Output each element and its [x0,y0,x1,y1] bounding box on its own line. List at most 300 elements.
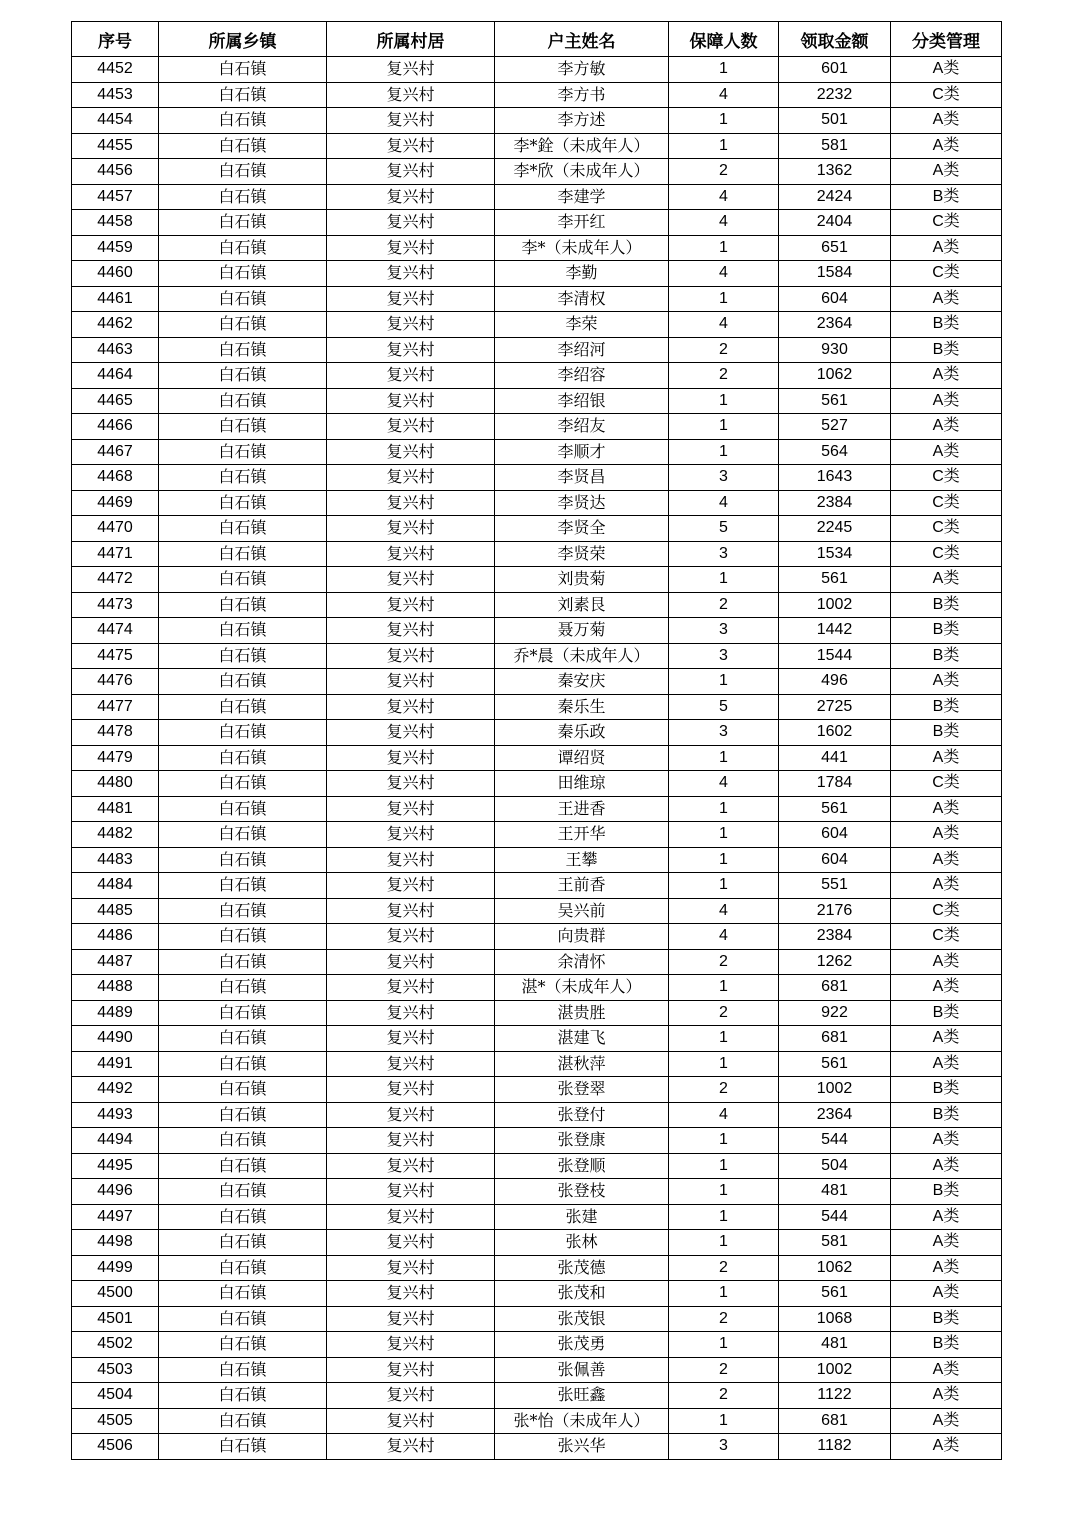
cell-category: C类 [891,261,1002,287]
cell-township: 白石镇 [159,82,327,108]
cell-covered-persons: 1 [669,1128,779,1154]
cell-township: 白石镇 [159,669,327,695]
cell-category: A类 [891,286,1002,312]
cell-amount: 527 [779,414,891,440]
cell-covered-persons: 1 [669,975,779,1001]
cell-amount: 651 [779,235,891,261]
cell-township: 白石镇 [159,1102,327,1128]
cell-village: 复兴村 [327,1306,495,1332]
table-row [72,490,1002,516]
cell-covered-persons: 1 [669,745,779,771]
cell-village: 复兴村 [327,1153,495,1179]
cell-amount: 544 [779,1128,891,1154]
cell-category: B类 [891,592,1002,618]
cell-village: 复兴村 [327,694,495,720]
cell-township: 白石镇 [159,439,327,465]
table-row [72,1077,1002,1103]
table-row [72,618,1002,644]
cell-category: B类 [891,720,1002,746]
cell-householder-name: 李*欣（未成年人） [495,159,669,185]
cell-amount: 564 [779,439,891,465]
cell-covered-persons: 1 [669,1051,779,1077]
cell-category: C类 [891,541,1002,567]
table-row [72,1434,1002,1460]
cell-serial-number: 4503 [72,1357,159,1383]
cell-serial-number: 4460 [72,261,159,287]
table-row [72,159,1002,185]
cell-amount: 1602 [779,720,891,746]
header-village: 所属村居 [327,22,495,57]
cell-serial-number: 4470 [72,516,159,542]
cell-category: A类 [891,108,1002,134]
cell-village: 复兴村 [327,1408,495,1434]
cell-township: 白石镇 [159,159,327,185]
cell-householder-name: 王攀 [495,847,669,873]
table-row [72,388,1002,414]
cell-township: 白石镇 [159,57,327,83]
cell-category: B类 [891,337,1002,363]
cell-householder-name: 刘贵菊 [495,567,669,593]
cell-village: 复兴村 [327,1383,495,1409]
cell-householder-name: 李*銓（未成年人） [495,133,669,159]
cell-category: A类 [891,1153,1002,1179]
cell-householder-name: 田维琼 [495,771,669,797]
cell-householder-name: 李贤达 [495,490,669,516]
cell-category: A类 [891,796,1002,822]
cell-category: B类 [891,694,1002,720]
cell-township: 白石镇 [159,235,327,261]
table-row [72,1153,1002,1179]
cell-covered-persons: 4 [669,312,779,338]
cell-township: 白石镇 [159,465,327,491]
cell-amount: 504 [779,1153,891,1179]
cell-covered-persons: 3 [669,465,779,491]
cell-serial-number: 4497 [72,1204,159,1230]
cell-covered-persons: 2 [669,159,779,185]
cell-amount: 1002 [779,1357,891,1383]
cell-category: C类 [891,82,1002,108]
cell-village: 复兴村 [327,1281,495,1307]
cell-serial-number: 4481 [72,796,159,822]
cell-householder-name: 秦乐政 [495,720,669,746]
cell-village: 复兴村 [327,847,495,873]
cell-township: 白石镇 [159,363,327,389]
cell-householder-name: 李荣 [495,312,669,338]
cell-village: 复兴村 [327,235,495,261]
table-row [72,694,1002,720]
cell-village: 复兴村 [327,643,495,669]
cell-category: B类 [891,1000,1002,1026]
cell-householder-name: 张林 [495,1230,669,1256]
table-row [72,439,1002,465]
cell-village: 复兴村 [327,873,495,899]
cell-covered-persons: 2 [669,363,779,389]
cell-covered-persons: 3 [669,618,779,644]
cell-serial-number: 4454 [72,108,159,134]
cell-amount: 2245 [779,516,891,542]
cell-village: 复兴村 [327,261,495,287]
cell-township: 白石镇 [159,1051,327,1077]
cell-covered-persons: 4 [669,210,779,236]
cell-amount: 681 [779,1026,891,1052]
cell-village: 复兴村 [327,57,495,83]
cell-category: C类 [891,924,1002,950]
cell-category: B类 [891,312,1002,338]
cell-category: A类 [891,1204,1002,1230]
cell-covered-persons: 1 [669,796,779,822]
cell-serial-number: 4457 [72,184,159,210]
cell-amount: 496 [779,669,891,695]
cell-serial-number: 4463 [72,337,159,363]
header-row [72,22,1002,57]
cell-village: 复兴村 [327,388,495,414]
table-row [72,1230,1002,1256]
cell-village: 复兴村 [327,567,495,593]
cell-householder-name: 李顺才 [495,439,669,465]
cell-township: 白石镇 [159,108,327,134]
cell-householder-name: 张佩善 [495,1357,669,1383]
cell-village: 复兴村 [327,1332,495,1358]
cell-category: A类 [891,669,1002,695]
table-row [72,796,1002,822]
cell-householder-name: 张旺鑫 [495,1383,669,1409]
cell-amount: 2384 [779,490,891,516]
cell-serial-number: 4502 [72,1332,159,1358]
cell-amount: 561 [779,1051,891,1077]
cell-covered-persons: 1 [669,133,779,159]
cell-amount: 1068 [779,1306,891,1332]
cell-category: A类 [891,1434,1002,1460]
table-row [72,1051,1002,1077]
table-row [72,286,1002,312]
table-row [72,1281,1002,1307]
cell-amount: 561 [779,567,891,593]
cell-township: 白石镇 [159,261,327,287]
cell-township: 白石镇 [159,873,327,899]
cell-covered-persons: 4 [669,924,779,950]
cell-category: B类 [891,1179,1002,1205]
cell-township: 白石镇 [159,1026,327,1052]
table-row [72,312,1002,338]
table-row [72,898,1002,924]
cell-amount: 930 [779,337,891,363]
cell-township: 白石镇 [159,541,327,567]
cell-serial-number: 4459 [72,235,159,261]
table-row [72,1102,1002,1128]
cell-householder-name: 李方书 [495,82,669,108]
cell-township: 白石镇 [159,1434,327,1460]
cell-householder-name: 李绍银 [495,388,669,414]
table-row [72,1179,1002,1205]
cell-serial-number: 4461 [72,286,159,312]
table-row [72,873,1002,899]
table-row [72,1204,1002,1230]
cell-serial-number: 4496 [72,1179,159,1205]
cell-amount: 581 [779,133,891,159]
cell-township: 白石镇 [159,796,327,822]
cell-householder-name: 秦乐生 [495,694,669,720]
cell-householder-name: 李*（未成年人） [495,235,669,261]
cell-householder-name: 张建 [495,1204,669,1230]
cell-amount: 601 [779,57,891,83]
cell-serial-number: 4452 [72,57,159,83]
cell-covered-persons: 3 [669,541,779,567]
cell-covered-persons: 4 [669,898,779,924]
cell-category: A类 [891,133,1002,159]
table-row [72,363,1002,389]
cell-village: 复兴村 [327,720,495,746]
cell-serial-number: 4505 [72,1408,159,1434]
cell-amount: 604 [779,847,891,873]
cell-householder-name: 刘素艮 [495,592,669,618]
cell-amount: 1442 [779,618,891,644]
cell-covered-persons: 1 [669,1332,779,1358]
cell-township: 白石镇 [159,847,327,873]
cell-covered-persons: 1 [669,1408,779,1434]
cell-category: A类 [891,57,1002,83]
cell-serial-number: 4488 [72,975,159,1001]
table-row [72,720,1002,746]
cell-serial-number: 4455 [72,133,159,159]
table-row [72,1128,1002,1154]
cell-householder-name: 李贤昌 [495,465,669,491]
cell-covered-persons: 1 [669,1179,779,1205]
cell-category: B类 [891,1306,1002,1332]
cell-covered-persons: 1 [669,1153,779,1179]
cell-covered-persons: 1 [669,439,779,465]
cell-township: 白石镇 [159,949,327,975]
cell-township: 白石镇 [159,1383,327,1409]
cell-category: A类 [891,1128,1002,1154]
cell-township: 白石镇 [159,694,327,720]
cell-householder-name: 乔*晨（未成年人） [495,643,669,669]
cell-category: C类 [891,516,1002,542]
cell-covered-persons: 1 [669,286,779,312]
table-row [72,210,1002,236]
cell-township: 白石镇 [159,1128,327,1154]
cell-householder-name: 李方敏 [495,57,669,83]
cell-householder-name: 张茂和 [495,1281,669,1307]
cell-village: 复兴村 [327,1128,495,1154]
table-row [72,847,1002,873]
cell-village: 复兴村 [327,210,495,236]
cell-village: 复兴村 [327,1204,495,1230]
cell-householder-name: 张*怡（未成年人） [495,1408,669,1434]
table-row [72,133,1002,159]
cell-category: A类 [891,847,1002,873]
cell-serial-number: 4493 [72,1102,159,1128]
cell-township: 白石镇 [159,1204,327,1230]
cell-township: 白石镇 [159,286,327,312]
table-row [72,414,1002,440]
cell-village: 复兴村 [327,618,495,644]
cell-serial-number: 4467 [72,439,159,465]
cell-serial-number: 4477 [72,694,159,720]
cell-township: 白石镇 [159,1332,327,1358]
cell-householder-name: 张登翠 [495,1077,669,1103]
cell-village: 复兴村 [327,465,495,491]
cell-amount: 481 [779,1332,891,1358]
cell-covered-persons: 1 [669,822,779,848]
cell-householder-name: 聂万菊 [495,618,669,644]
cell-covered-persons: 1 [669,1204,779,1230]
cell-township: 白石镇 [159,1230,327,1256]
cell-amount: 1002 [779,592,891,618]
cell-category: C类 [891,771,1002,797]
cell-serial-number: 4483 [72,847,159,873]
cell-township: 白石镇 [159,388,327,414]
cell-village: 复兴村 [327,1434,495,1460]
cell-village: 复兴村 [327,108,495,134]
cell-township: 白石镇 [159,1179,327,1205]
cell-village: 复兴村 [327,1255,495,1281]
cell-amount: 1544 [779,643,891,669]
cell-serial-number: 4469 [72,490,159,516]
cell-amount: 2364 [779,1102,891,1128]
table-row [72,567,1002,593]
cell-category: A类 [891,235,1002,261]
cell-serial-number: 4506 [72,1434,159,1460]
cell-serial-number: 4462 [72,312,159,338]
cell-covered-persons: 4 [669,771,779,797]
table-row [72,1000,1002,1026]
cell-village: 复兴村 [327,414,495,440]
cell-township: 白石镇 [159,1000,327,1026]
cell-category: B类 [891,618,1002,644]
cell-covered-persons: 2 [669,1306,779,1332]
cell-covered-persons: 1 [669,873,779,899]
cell-covered-persons: 4 [669,261,779,287]
cell-category: A类 [891,1026,1002,1052]
cell-householder-name: 湛*（未成年人） [495,975,669,1001]
cell-covered-persons: 1 [669,235,779,261]
cell-village: 复兴村 [327,363,495,389]
cell-village: 复兴村 [327,1179,495,1205]
cell-category: B类 [891,184,1002,210]
cell-category: A类 [891,1383,1002,1409]
cell-village: 复兴村 [327,949,495,975]
cell-village: 复兴村 [327,975,495,1001]
cell-category: A类 [891,1408,1002,1434]
cell-category: B类 [891,643,1002,669]
header-amount: 领取金额 [779,22,891,57]
cell-village: 复兴村 [327,337,495,363]
cell-category: A类 [891,873,1002,899]
cell-covered-persons: 1 [669,1230,779,1256]
cell-village: 复兴村 [327,82,495,108]
cell-serial-number: 4494 [72,1128,159,1154]
cell-covered-persons: 3 [669,643,779,669]
cell-serial-number: 4473 [72,592,159,618]
cell-village: 复兴村 [327,592,495,618]
cell-category: A类 [891,1230,1002,1256]
cell-category: A类 [891,1051,1002,1077]
cell-covered-persons: 2 [669,1255,779,1281]
cell-serial-number: 4484 [72,873,159,899]
table-row [72,771,1002,797]
cell-covered-persons: 2 [669,1077,779,1103]
cell-serial-number: 4464 [72,363,159,389]
cell-householder-name: 余清怀 [495,949,669,975]
cell-category: C类 [891,490,1002,516]
cell-township: 白石镇 [159,1281,327,1307]
cell-amount: 561 [779,796,891,822]
table-row [72,822,1002,848]
table-row [72,465,1002,491]
table-row [72,1332,1002,1358]
cell-township: 白石镇 [159,898,327,924]
cell-householder-name: 李绍友 [495,414,669,440]
cell-serial-number: 4486 [72,924,159,950]
cell-serial-number: 4500 [72,1281,159,1307]
header-householder-name: 户主姓名 [495,22,669,57]
cell-village: 复兴村 [327,1051,495,1077]
cell-householder-name: 湛贵胜 [495,1000,669,1026]
cell-householder-name: 李贤全 [495,516,669,542]
cell-category: A类 [891,1255,1002,1281]
cell-village: 复兴村 [327,822,495,848]
cell-category: A类 [891,363,1002,389]
cell-township: 白石镇 [159,337,327,363]
cell-township: 白石镇 [159,618,327,644]
cell-householder-name: 湛建飞 [495,1026,669,1052]
cell-serial-number: 4504 [72,1383,159,1409]
cell-category: B类 [891,1332,1002,1358]
cell-category: A类 [891,414,1002,440]
cell-village: 复兴村 [327,133,495,159]
cell-serial-number: 4487 [72,949,159,975]
cell-covered-persons: 2 [669,337,779,363]
table-body [72,57,1002,1460]
cell-covered-persons: 3 [669,720,779,746]
cell-covered-persons: 4 [669,82,779,108]
cell-category: A类 [891,159,1002,185]
table-row [72,261,1002,287]
table-row [72,337,1002,363]
cell-township: 白石镇 [159,975,327,1001]
cell-serial-number: 4458 [72,210,159,236]
table-row [72,745,1002,771]
table-row [72,1383,1002,1409]
cell-township: 白石镇 [159,1153,327,1179]
cell-category: A类 [891,439,1002,465]
table-row [72,1255,1002,1281]
cell-township: 白石镇 [159,924,327,950]
cell-serial-number: 4482 [72,822,159,848]
cell-covered-persons: 4 [669,1102,779,1128]
header-covered-persons: 保障人数 [669,22,779,57]
cell-serial-number: 4472 [72,567,159,593]
cell-township: 白石镇 [159,414,327,440]
cell-serial-number: 4489 [72,1000,159,1026]
cell-village: 复兴村 [327,541,495,567]
cell-amount: 1062 [779,363,891,389]
cell-covered-persons: 4 [669,184,779,210]
cell-category: A类 [891,388,1002,414]
cell-amount: 561 [779,1281,891,1307]
cell-township: 白石镇 [159,1306,327,1332]
table-row [72,108,1002,134]
cell-householder-name: 李勤 [495,261,669,287]
cell-category: A类 [891,567,1002,593]
cell-amount: 481 [779,1179,891,1205]
cell-village: 复兴村 [327,669,495,695]
cell-amount: 1262 [779,949,891,975]
cell-householder-name: 张兴华 [495,1434,669,1460]
table-row [72,184,1002,210]
cell-householder-name: 张登付 [495,1102,669,1128]
cell-serial-number: 4492 [72,1077,159,1103]
